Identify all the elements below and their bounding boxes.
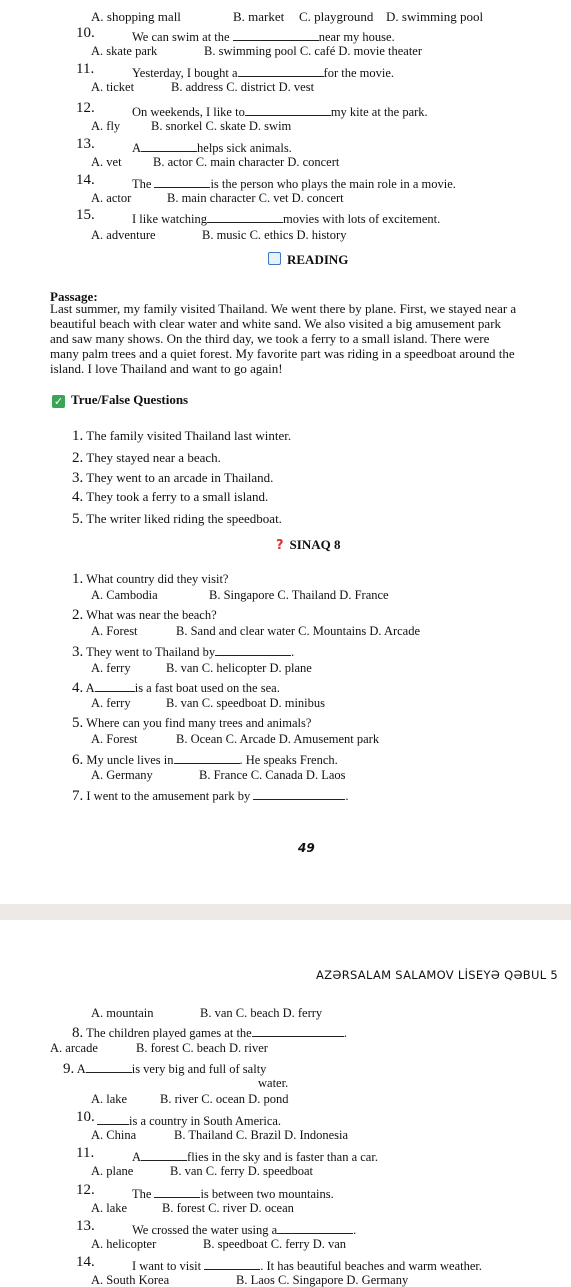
mc-text: I went to the amusement park by bbox=[86, 789, 251, 803]
q14-blank bbox=[154, 176, 210, 188]
q13-question bbox=[132, 140, 292, 155]
page-gap bbox=[0, 904, 571, 920]
q14-options: B. main character C. vet D. concert bbox=[167, 191, 344, 205]
q13-text: A bbox=[132, 141, 142, 155]
reading-heading bbox=[268, 252, 348, 266]
p2-q9-options: B. river C. ocean D. pond bbox=[160, 1092, 289, 1106]
q15-question bbox=[132, 211, 440, 226]
p2-text: A bbox=[76, 1062, 86, 1076]
mc-number: 2. bbox=[72, 607, 84, 623]
p2-question-9 bbox=[63, 1061, 266, 1077]
mc-number: 7. bbox=[72, 788, 84, 804]
q9-option-d: D. swimming pool bbox=[386, 9, 484, 24]
p2-q11-options: B. van C. ferry D. speedboat bbox=[170, 1164, 314, 1178]
p2-text-end: . It has beautiful beaches and warm weather. bbox=[260, 1259, 483, 1273]
mc-text: is a fast boat used on the sea. bbox=[134, 681, 280, 695]
mc-6-option-a: A. Germany bbox=[91, 768, 153, 782]
mc-7-blank bbox=[253, 788, 345, 800]
tf-item-number: 5. bbox=[72, 511, 84, 527]
q10-text: We can swim at the bbox=[132, 30, 230, 44]
q10-blank bbox=[233, 29, 319, 41]
tf-item-number: 2. bbox=[72, 450, 84, 466]
mc-3-options: B. van C. helicopter D. plane bbox=[166, 661, 312, 675]
q15-blank bbox=[207, 211, 283, 223]
mc-number: 5. bbox=[72, 715, 84, 731]
mc-4-options: B. van C. speedboat D. minibus bbox=[166, 696, 326, 710]
p2-number: 9. bbox=[63, 1061, 75, 1077]
q13-blank bbox=[141, 140, 197, 152]
passage-line: Last summer, my family visited Thailand. We went there by plane. First, we stayed near a bbox=[50, 301, 517, 316]
tf-item-number: 4. bbox=[72, 489, 84, 505]
true-false-heading-text: True/False Questions bbox=[71, 392, 189, 407]
tf-item-number: 3. bbox=[72, 470, 84, 486]
q14-text: The bbox=[132, 177, 152, 191]
q13-number: 13. bbox=[76, 136, 95, 152]
p2-question-13: We crossed the water using a . bbox=[132, 1223, 357, 1237]
mc-question-7: 7. I went to the amusement park by . bbox=[72, 788, 349, 804]
p2-text: I want to visit bbox=[132, 1259, 202, 1273]
q14-question bbox=[132, 176, 456, 191]
reading-heading-text: READING bbox=[287, 252, 349, 267]
p2-question-14 bbox=[132, 1258, 482, 1273]
q9-option-b: B. market bbox=[233, 9, 285, 24]
mc-2-option-a: A. Forest bbox=[91, 624, 138, 638]
tf-item-4 bbox=[72, 490, 268, 505]
q10-options: B. swimming pool C. café D. movie theater bbox=[204, 44, 423, 58]
mc-question-3: 3. They went to Thailand by . bbox=[72, 644, 295, 660]
checkbox-icon bbox=[268, 252, 281, 265]
mc-text: My uncle lives in bbox=[86, 753, 174, 767]
p2-q14-options: B. Laos C. Singapore D. Germany bbox=[236, 1273, 409, 1287]
p2-q9-wrap: water. bbox=[258, 1076, 289, 1090]
p2-q12-blank bbox=[154, 1186, 200, 1198]
mc-3-option-a: A. ferry bbox=[91, 661, 131, 675]
question-mark-icon: ? bbox=[276, 538, 284, 553]
q15-text-end: movies with lots of excitement. bbox=[282, 212, 441, 226]
tf-item-5 bbox=[72, 512, 282, 527]
p2-q13-options: B. speedboat C. ferry D. van bbox=[203, 1237, 347, 1251]
q12-blank bbox=[245, 104, 331, 116]
p2-q13-number: 13. bbox=[76, 1218, 95, 1234]
p2-text: We crossed the water using a bbox=[132, 1223, 278, 1237]
passage-line: island. I love Thailand and want to go again! bbox=[50, 361, 283, 376]
q12-option-a: A. fly bbox=[91, 119, 121, 133]
q13-option-a: A. vet bbox=[91, 155, 122, 169]
p2-q14-number: 14. bbox=[76, 1254, 95, 1270]
mc-1-option-a: A. Cambodia bbox=[91, 588, 158, 602]
p2-q10-blank bbox=[97, 1113, 129, 1125]
check-mark-icon: ✓ bbox=[53, 395, 64, 408]
p2-q9-option-a: A. lake bbox=[91, 1092, 128, 1106]
q12-text-end: my kite at the park. bbox=[330, 105, 428, 119]
q15-number: 15. bbox=[76, 207, 95, 223]
mc-question-4: 4. A is a fast boat used on the sea. bbox=[72, 680, 280, 696]
mc-question-6 bbox=[72, 752, 338, 768]
p2-q13-option-a: A. helicopter bbox=[91, 1237, 157, 1251]
mc-number: 4. bbox=[72, 680, 84, 696]
q11-blank bbox=[238, 65, 324, 77]
p2-question-8: 8. The children played games at the . bbox=[72, 1025, 347, 1041]
p2-text: A bbox=[132, 1150, 142, 1164]
passage-line: beautiful beach with clear water and white sand. We also visited a big amusement park bbox=[50, 316, 502, 331]
q10-option-a: A. skate park bbox=[91, 44, 158, 58]
q11-text: Yesterday, I bought a bbox=[132, 66, 238, 80]
p2-q11-number: 11. bbox=[76, 1145, 95, 1161]
mc-6-blank bbox=[174, 752, 240, 764]
p2-q12-option-a: A. lake bbox=[91, 1201, 128, 1215]
q11-option-a: A. ticket bbox=[91, 80, 135, 94]
tf-item-text: They took a ferry to a small island. bbox=[86, 489, 269, 504]
tf-item-text: The writer liked riding the speedboat. bbox=[86, 511, 282, 526]
mc-number: 3. bbox=[72, 644, 84, 660]
p2-question-11 bbox=[132, 1149, 378, 1164]
q9-option-a: A. shopping mall bbox=[91, 9, 181, 24]
q12-number: 12. bbox=[76, 100, 95, 116]
q11-question bbox=[132, 65, 394, 80]
mc-1-options: B. Singapore C. Thailand D. France bbox=[209, 588, 389, 602]
school-header: AZƏRSALAM SALAMOV LİSEYƏ QƏBUL 5 bbox=[316, 968, 558, 982]
mc-text: Where can you find many trees and animals? bbox=[86, 716, 312, 730]
mc-3-blank bbox=[215, 644, 291, 656]
p2-text: The children played games at the bbox=[86, 1026, 252, 1040]
q14-text-end: is the person who plays the main role in a movie. bbox=[210, 177, 456, 191]
mc-text: They went to Thailand by bbox=[86, 645, 216, 659]
mc-question-2 bbox=[72, 608, 217, 623]
p2-q9-blank bbox=[86, 1061, 132, 1073]
p2-q12-number: 12. bbox=[76, 1182, 95, 1198]
p2-q11-blank bbox=[141, 1149, 187, 1161]
tf-item-2 bbox=[72, 451, 221, 466]
q14-number: 14. bbox=[76, 172, 95, 188]
mc-2-options: B. Sand and clear water C. Mountains D. Arcade bbox=[176, 624, 421, 638]
passage-body bbox=[50, 301, 555, 376]
mc-number: 1. bbox=[72, 571, 84, 587]
p2-text-end: flies in the sky and is faster than a car. bbox=[187, 1150, 378, 1164]
q12-text: On weekends, I like to bbox=[132, 105, 245, 119]
p2-text: is a country in South America. bbox=[129, 1114, 282, 1128]
sinaq-heading-text: SINAQ 8 bbox=[289, 537, 341, 552]
passage-line: and saw many shows. On the third day, we took a ferry to a small island. There were bbox=[50, 331, 490, 346]
mc-5-options: B. Ocean C. Arcade D. Amusement park bbox=[176, 732, 380, 746]
mc-number: 6. bbox=[72, 752, 84, 768]
q10-number: 10. bbox=[76, 25, 95, 41]
p2-number: 8. bbox=[72, 1025, 84, 1041]
q10-question bbox=[132, 29, 395, 44]
passage-label: Passage: bbox=[50, 289, 98, 304]
tf-item-text: The family visited Thailand last winter. bbox=[86, 428, 292, 443]
q15-option-a: A. adventure bbox=[91, 228, 156, 242]
tf-item-number: 1. bbox=[72, 428, 84, 444]
q9-option-c: C. playground bbox=[299, 9, 374, 24]
q14-option-a: A. actor bbox=[91, 191, 132, 205]
p2-q10-options: B. Thailand C. Brazil D. Indonesia bbox=[174, 1128, 349, 1142]
p2-q11-option-a: A. plane bbox=[91, 1164, 134, 1178]
sinaq-heading bbox=[276, 538, 340, 552]
p2-text: The bbox=[132, 1187, 152, 1201]
p2-q12-options: B. forest C. river D. ocean bbox=[162, 1201, 294, 1215]
p2-q14-blank bbox=[204, 1258, 260, 1270]
true-false-heading bbox=[52, 393, 188, 408]
tf-item-3 bbox=[72, 471, 273, 486]
q11-options: B. address C. district D. vest bbox=[171, 80, 315, 94]
tf-item-1 bbox=[72, 429, 291, 444]
p2-q10-number: 10. bbox=[76, 1109, 95, 1125]
passage-line: many palm trees and a quiet forest. My favorite part was riding in a speedboat around the bbox=[50, 346, 515, 361]
q10-text-end: near my house. bbox=[318, 30, 395, 44]
q13-options: B. actor C. main character D. concert bbox=[153, 155, 340, 169]
mc-question-1 bbox=[72, 572, 228, 587]
page-number: 49 bbox=[298, 841, 315, 855]
worksheet-page-next bbox=[0, 920, 571, 1287]
p2-q8-blank bbox=[252, 1025, 344, 1037]
p2-question-10 bbox=[97, 1113, 281, 1128]
q12-question bbox=[132, 104, 428, 119]
q11-number: 11. bbox=[76, 61, 95, 77]
mc-text: What country did they visit? bbox=[86, 572, 229, 586]
p2-q7-options: B. van C. beach D. ferry bbox=[200, 1006, 323, 1020]
q15-text: I like watching bbox=[132, 212, 207, 226]
p2-q7-option-a: A. mountain bbox=[91, 1006, 154, 1020]
p2-text-end: is between two mountains. bbox=[200, 1187, 334, 1201]
tf-item-text: They stayed near a beach. bbox=[86, 450, 221, 465]
mc-text: What was near the beach? bbox=[86, 608, 217, 622]
q11-text-end: for the movie. bbox=[323, 66, 395, 80]
q15-options: B. music C. ethics D. history bbox=[202, 228, 347, 242]
mc-5-option-a: A. Forest bbox=[91, 732, 138, 746]
p2-q13-blank bbox=[277, 1222, 353, 1234]
mc-question-5 bbox=[72, 716, 311, 731]
p2-q8-options: B. forest C. beach D. river bbox=[136, 1041, 268, 1055]
p2-question-12 bbox=[132, 1186, 334, 1201]
p2-q8-option-a: A. arcade bbox=[50, 1041, 98, 1055]
p2-q14-option-a: A. South Korea bbox=[91, 1273, 170, 1287]
q13-text-end: helps sick animals. bbox=[197, 141, 292, 155]
mc-4-blank bbox=[95, 680, 135, 692]
p2-q10-option-a: A. China bbox=[91, 1128, 137, 1142]
mc-4-option-a: A. ferry bbox=[91, 696, 131, 710]
p2-text-end: is very big and full of salty bbox=[131, 1062, 267, 1076]
tf-item-text: They went to an arcade in Thailand. bbox=[86, 470, 274, 485]
q12-options: B. snorkel C. skate D. swim bbox=[151, 119, 292, 133]
mc-6-options: B. France C. Canada D. Laos bbox=[199, 768, 346, 782]
mc-text-end: . He speaks French. bbox=[239, 753, 338, 767]
